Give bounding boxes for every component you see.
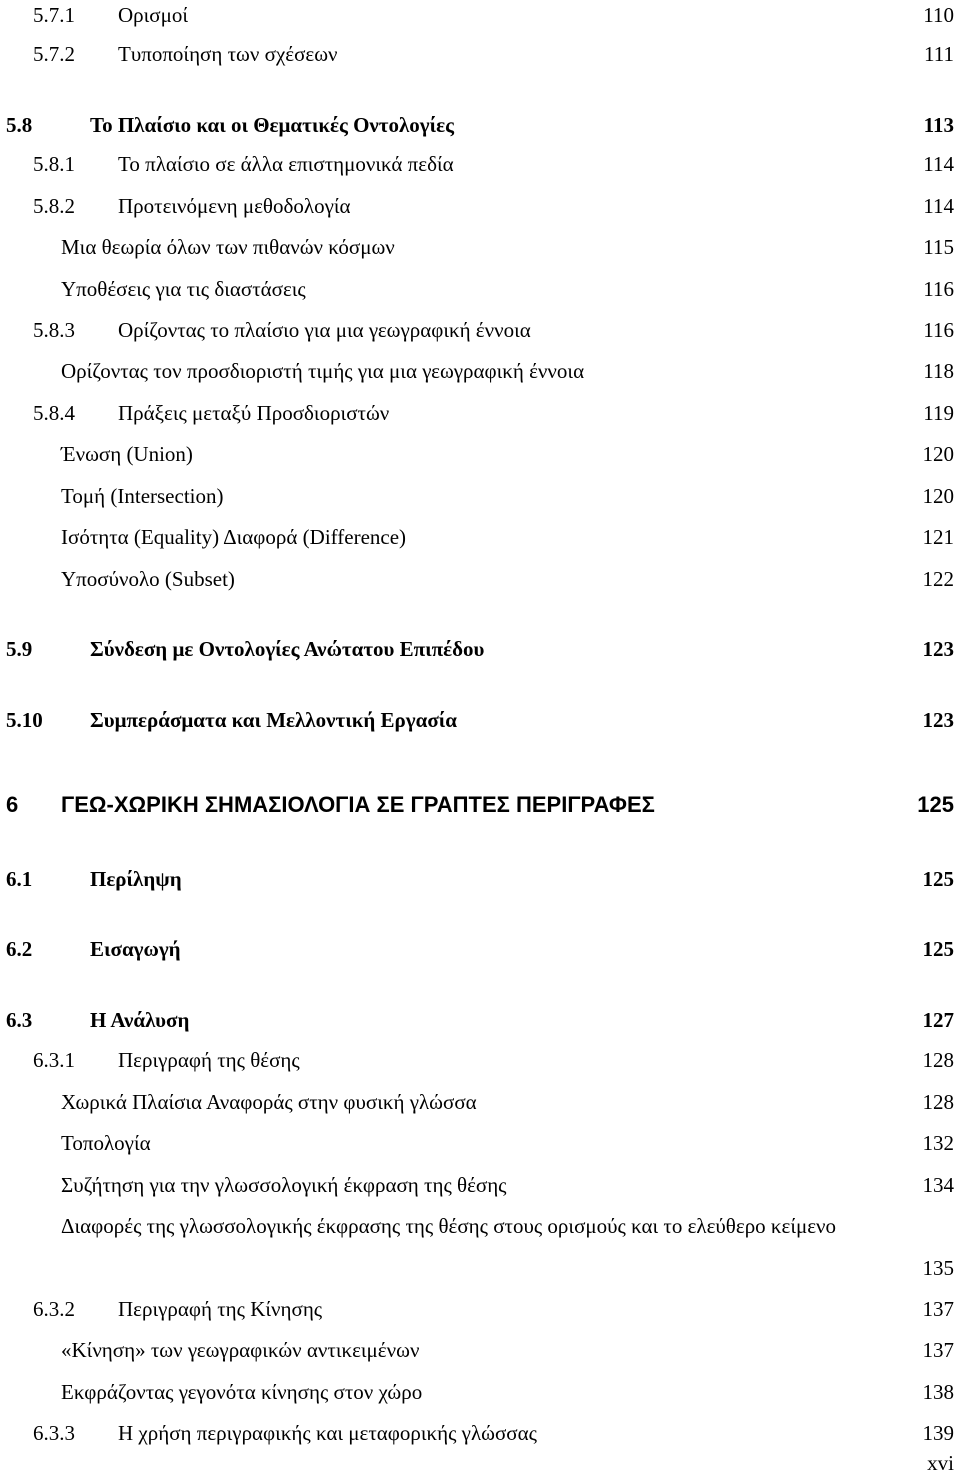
entry-number: 6.3: [6, 1008, 33, 1032]
entry-page: 134: [922, 1173, 954, 1197]
toc-section-6-2: [0, 934, 960, 964]
entry-title: Συμπεράσματα και Μελλοντική Εργασία: [90, 708, 457, 732]
entry-number: 6: [6, 792, 19, 817]
entry-title: Μια θεωρία όλων των πιθανών κόσμων: [61, 235, 395, 259]
entry-page: 122: [922, 567, 954, 591]
entry-title: Το πλαίσιο σε άλλα επιστημονικά πεδία: [118, 152, 454, 176]
entry-page: 125: [917, 792, 954, 817]
entry-page: 115: [923, 235, 954, 259]
entry-page: 128: [922, 1048, 954, 1072]
entry-title: Το Πλαίσιο και οι Θεματικές Οντολογίες: [90, 113, 454, 137]
toc-subentry: [0, 1087, 960, 1117]
entry-page: 110: [923, 3, 954, 27]
entry-page: 138: [922, 1380, 954, 1404]
entry-title: Χωρικά Πλαίσια Αναφοράς στην φυσική γλώσσα: [61, 1090, 477, 1114]
entry-page: 121: [922, 525, 954, 549]
entry-number: 5.10: [6, 708, 43, 732]
entry-page: 128: [922, 1090, 954, 1114]
entry-title: Η χρήση περιγραφικής και μεταφορικής γλώσσας: [118, 1421, 537, 1445]
entry-number: 5.8: [6, 113, 33, 137]
entry-page: 120: [922, 442, 954, 466]
entry-number: 5.9: [6, 637, 33, 661]
toc-section-6-3: [0, 1005, 960, 1035]
entry-page: 135: [922, 1256, 954, 1280]
entry-page: 114: [923, 152, 954, 176]
entry-title: Υποσύνολο (Subset): [61, 567, 235, 591]
entry-page: 119: [923, 401, 954, 425]
entry-number: 5.8.2: [33, 194, 75, 218]
toc-entry-5-8-2: [0, 191, 960, 221]
entry-page: 116: [923, 318, 954, 342]
entry-title: Εκφράζοντας γεγονότα κίνησης στον χώρο: [61, 1380, 423, 1404]
entry-title: «Κίνηση» των γεωγραφικών αντικειμένων: [61, 1338, 420, 1362]
entry-title: Υποθέσεις για τις διαστάσεις: [61, 277, 306, 301]
entry-title: Τομή (Intersection): [61, 484, 224, 508]
entry-page: 120: [922, 484, 954, 508]
toc-subentry: [0, 274, 960, 304]
toc-subentry: [0, 1128, 960, 1158]
entry-number: 6.2: [6, 937, 33, 961]
toc-entry-6-3-1: [0, 1045, 960, 1075]
toc-entry-5-7-1: [0, 0, 960, 30]
entry-title: Σύνδεση με Οντολογίες Ανώτατου Επιπέδου: [90, 637, 485, 661]
entry-title: Πράξεις μεταξύ Προσδιοριστών: [118, 401, 390, 425]
entry-page: 125: [922, 937, 954, 961]
entry-number: 5.7.2: [33, 42, 75, 66]
entry-page: 111: [924, 42, 954, 66]
entry-number: 5.8.1: [33, 152, 75, 176]
toc-entry-6-3-3: [0, 1418, 960, 1448]
toc-subentry: [0, 564, 960, 594]
entry-title: Ορίζοντας το πλαίσιο για μια γεωγραφική έννοια: [118, 318, 531, 342]
entry-page: 113: [923, 113, 954, 137]
entry-title: Ορίζοντας τον προσδιοριστή τιμής για μια γεωγραφική έννοια: [61, 359, 585, 383]
entry-page: 127: [922, 1008, 954, 1032]
entry-title: Ένωση (Union): [61, 442, 193, 466]
toc-entry-6-3-2: [0, 1294, 960, 1324]
entry-title: Τυποποίηση των σχέσεων: [118, 42, 338, 66]
entry-title: Τοπολογία: [61, 1131, 151, 1155]
entry-title: Περιγραφή της θέσης: [118, 1048, 300, 1072]
toc-subentry: [0, 356, 960, 386]
entry-page: 123: [922, 708, 954, 732]
toc-section-5-8: [0, 110, 960, 140]
entry-title: Εισαγωγή: [90, 937, 181, 961]
toc-chapter-6: [0, 790, 960, 820]
toc-subentry: [0, 1335, 960, 1365]
toc-section-6-1: [0, 864, 960, 894]
toc-subentry: [0, 1170, 960, 1200]
toc-section-5-9: [0, 634, 960, 664]
toc-entry-5-8-4: [0, 398, 960, 428]
entry-page: 125: [922, 867, 954, 891]
entry-page: 114: [923, 194, 954, 218]
entry-title: Ορισμοί: [118, 3, 189, 27]
entry-title: Περίληψη: [90, 867, 182, 891]
toc-subentry: [0, 232, 960, 262]
entry-title: Προτεινόμενη μεθοδολογία: [118, 194, 351, 218]
entry-title: Η Ανάλυση: [90, 1008, 190, 1032]
toc-subentry: [0, 522, 960, 552]
entry-number: 5.8.4: [33, 401, 75, 425]
entry-title: Διαφορές της γλωσσολογικής έκφρασης της θέσης στους ορισμούς και το ελεύθερο κείμενο: [61, 1214, 837, 1238]
toc-subentry: [0, 1377, 960, 1407]
toc-entry-5-8-1: [0, 149, 960, 179]
toc-entry-5-8-3: [0, 315, 960, 345]
toc-subentry: [0, 481, 960, 511]
entry-number: 6.3.1: [33, 1048, 75, 1072]
toc-subentry-wrapped: [0, 1211, 960, 1283]
entry-number: 5.7.1: [33, 3, 75, 27]
entry-title: Συζήτηση για την γλωσσολογική έκφραση της θέσης: [61, 1173, 507, 1197]
entry-page: 137: [922, 1338, 954, 1362]
toc-entry-5-7-2: [0, 39, 960, 69]
entry-page: 137: [922, 1297, 954, 1321]
toc-section-5-10: [0, 705, 960, 735]
entry-page: 132: [922, 1131, 954, 1155]
entry-page: 139: [922, 1421, 954, 1445]
entry-page: 118: [923, 359, 954, 383]
entry-title: ΓΕΩ-ΧΩΡΙΚΗ ΣΗΜΑΣΙΟΛΟΓΙΑ ΣΕ ΓΡΑΠΤΕΣ ΠΕΡΙΓΡΑΦΕΣ: [61, 792, 655, 817]
entry-number: 6.1: [6, 867, 33, 891]
entry-page: 123: [922, 637, 954, 661]
entry-title: Ισότητα (Equality) Διαφορά (Difference): [61, 525, 407, 549]
entry-number: 6.3.3: [33, 1421, 75, 1445]
entry-title: Περιγραφή της Κίνησης: [118, 1297, 323, 1321]
page-number: xvi: [927, 1451, 954, 1475]
entry-number: 5.8.3: [33, 318, 75, 342]
entry-number: 6.3.2: [33, 1297, 75, 1321]
entry-page: 116: [923, 277, 954, 301]
toc-subentry: [0, 439, 960, 469]
